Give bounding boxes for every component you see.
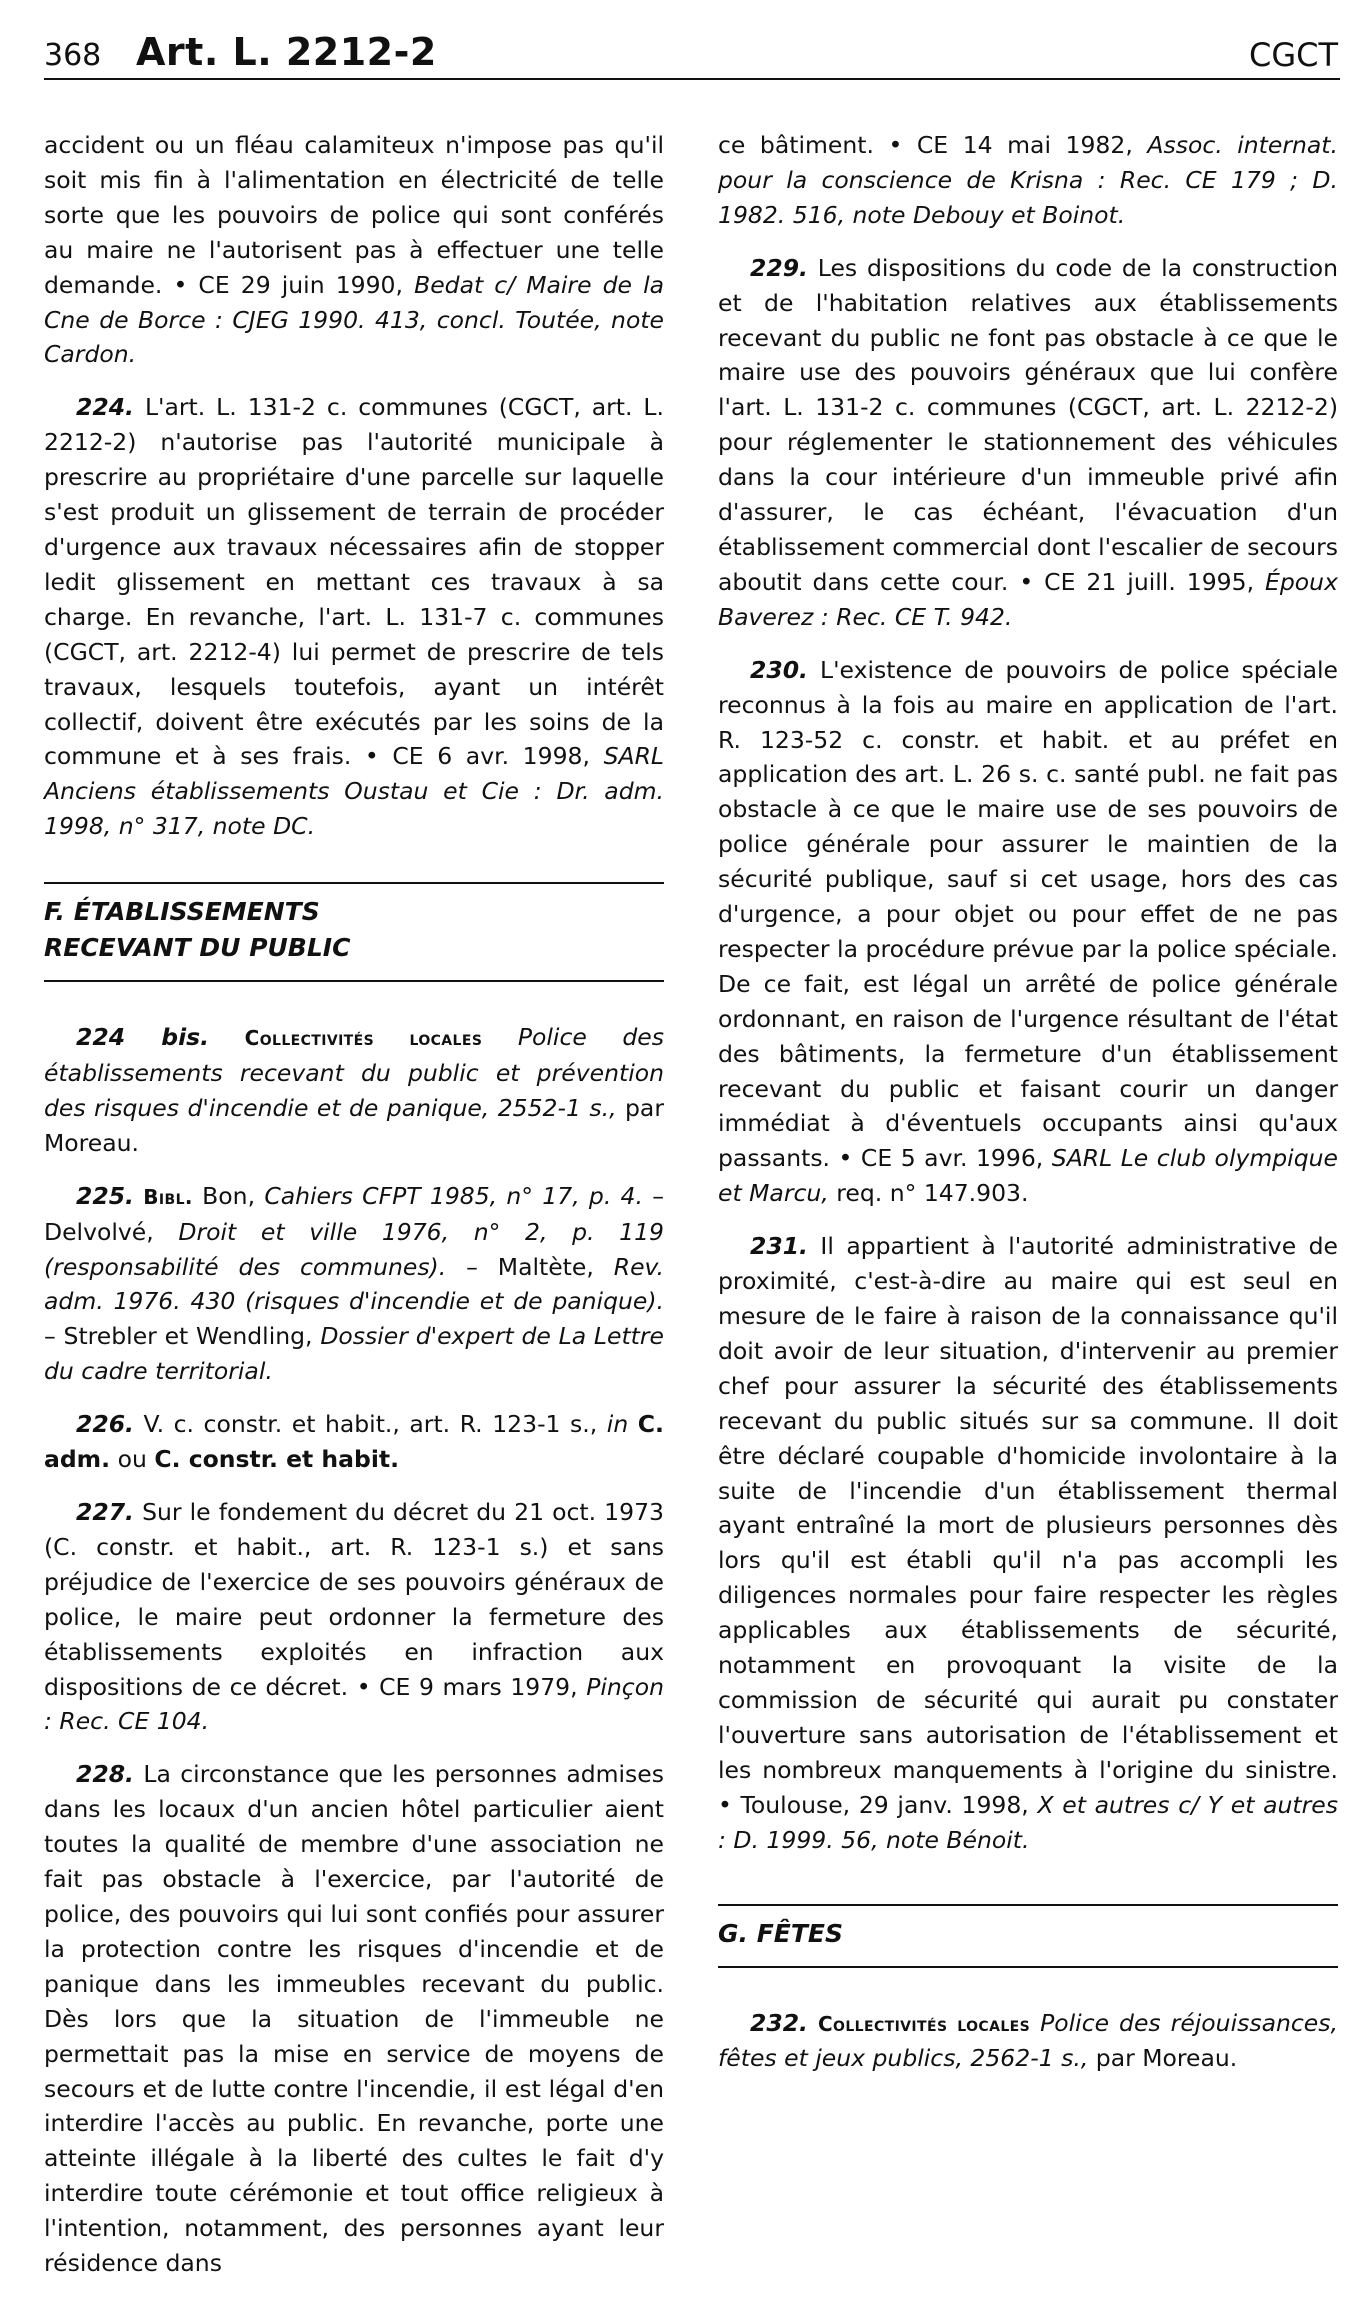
paragraph-number: 226.: [76, 1410, 134, 1439]
right-column: [718, 128, 1338, 2094]
paragraph-text: Sur le fondement du décret du 21 oct. 1973 (C. constr. et habit., art. R. 123-1 s.) et sans préjudice de l'exercice de ses pouvoirs généraux de police, le maire peut ordonner la fermeture des établissements exploités en infraction aux dispositions de ce décret. • CE 9 mars 1979,: [44, 1498, 664, 1701]
article-title: Art. L. 2212-2: [136, 30, 437, 74]
page-header: [44, 28, 1340, 80]
paragraph-text: req. n° 147.903.: [836, 1179, 1029, 1208]
paragraph-231: [718, 1229, 1338, 1857]
section-heading-f: [44, 882, 664, 982]
citation: Assoc. internat. pour la conscience de Krisna : Rec. CE 179 ; D. 1982. 516, note Debouy et Boinot.: [718, 131, 1338, 229]
code-reference: C. adm.: [44, 1410, 664, 1474]
author: – Strebler et Wendling,: [44, 1322, 313, 1351]
citation: Rev. adm. 1976. 430 (risques d'incendie et de panique).: [44, 1252, 664, 1316]
section-heading-line: RECEVANT DU PUBLIC: [44, 933, 351, 963]
author: – Maltète,: [466, 1252, 594, 1281]
paragraph-228-continued: [718, 128, 1338, 233]
paragraph-text: par Moreau.: [44, 1093, 664, 1157]
paragraph-228: [44, 1757, 664, 2281]
paragraph-226: [44, 1407, 664, 1477]
code-reference: C. constr. et habit.: [154, 1445, 400, 1474]
paragraph-text: V. c. constr. et habit., art. R. 123-1 s.,: [143, 1410, 598, 1439]
bibliography-label: Bibl.: [143, 1184, 193, 1209]
paragraph-225: [44, 1179, 664, 1389]
citation: X et autres c/ Y et autres : D. 1999. 56, note Bénoit.: [718, 1790, 1338, 1854]
paragraph-227: [44, 1495, 664, 1739]
paragraph-text: L'art. L. 131-2 c. communes (CGCT, art. L. 2212-2) n'autorise pas l'autorité municipale à prescrire au propriétaire d'une parcelle sur laquelle s'est produit un glissement de terrain de procéder d'urgence aux travaux nécessaires afin de stopper ledit glissement en mettant ces travaux à sa charge. En revanche, l'art. L. 131-7 c. communes (CGCT, art. 2212-4) lui permet de prescrire de tels travaux, lesquels toutefois, ayant un intérêt collectif, doivent être exécutés par les soins de la commune et à ses frais. • CE 6 avr. 1998,: [44, 393, 664, 771]
citation: Pinçon : Rec. CE 104.: [44, 1672, 664, 1736]
cross-reference-label: Collectivités locales: [817, 2011, 1031, 2036]
paragraph-229: [718, 251, 1338, 635]
cross-reference-label: Collectivités locales: [244, 1026, 483, 1051]
paragraph-text: ou: [117, 1445, 147, 1474]
citation: Droit et ville 1976, n° 2, p. 119 (responsabilité des communes).: [44, 1217, 664, 1281]
paragraph-number: 231.: [750, 1232, 808, 1261]
paragraph-text: L'existence de pouvoirs de police spéciale reconnus à la fois au maire en application de l'art. R. 123-52 c. constr. et habit. et au préfet en application des art. L. 26 s. c. santé publ. ne fait pas obstacle à ce que le maire use de ses pouvoirs de police générale pour assurer le maintien de la sécurité publique, sauf si cet usage, hors des cas d'urgence, a pour objet ou pour effet de ne pas respecter la procédure prévue par la police spéciale. De ce fait, est légal un arrêté de police générale ordonnant, en raison de l'urgence résultant de l'état des bâtiments, la fermeture d'un établissement recevant du public et faisant courir un danger immédiat à d'éventuels occupants ainsi qu'aux passants. • CE 5 avr. 1996,: [718, 655, 1338, 1173]
paragraph-224-bis: [44, 1020, 664, 1161]
section-heading-line: G. FÊTES: [718, 1918, 844, 1948]
code-label: CGCT: [1248, 36, 1338, 74]
citation: Dossier d'expert de La Lettre du cadre territorial.: [44, 1322, 664, 1386]
paragraph-224: [44, 390, 664, 844]
paragraph-text: ce bâtiment. • CE 14 mai 1982,: [718, 131, 1133, 159]
left-column: [44, 128, 664, 2299]
paragraph-text: Les dispositions du code de la construction et de l'habitation relatives aux établissements recevant du public ne font pas obstacle à ce que le maire use des pouvoirs généraux que lui confère l'art. L. 131-2 c. communes (CGCT, art. L. 2212-2) pour réglementer le stationnement des véhicules dans la cour intérieure d'un immeuble privé afin d'assurer, le cas échéant, l'évacuation d'un établissement commercial dont l'escalier de secours aboutit dans cette cour. • CE 21 juill. 1995,: [718, 253, 1338, 596]
paragraph-number: 232.: [750, 2008, 808, 2037]
paragraph-number: 227.: [76, 1498, 134, 1526]
author: Bon,: [202, 1181, 256, 1210]
citation: Bedat c/ Maire de la Cne de Borce : CJEG 1990. 413, concl. Toutée, note Cardon.: [44, 270, 664, 369]
paragraph-text: Il appartient à l'autorité administrative de proximité, c'est-à-dire au maire qui est seul en mesure de le faire à raison de la connaissance qu'il doit avoir de leur situation, d'intervenir au premier chef pour assurer la sécurité des établissements recevant du public situés sur sa commune. Il doit être déclaré coupable d'homicide involontaire à la suite de l'incendie d'un établissement thermal ayant entraîné la mort de plusieurs personnes dès lors qu'il est établi qu'il n'a pas accompli les diligences normales pour faire respecter les règles applicables aux établissements de sécurité, notamment en provoquant la visite de la commission de sécurité qui aurait pu constater l'ouverture sans autorisation de l'établissement et les nombreux manquements à l'origine du sinistre. • Toulouse, 29 janv. 1998,: [718, 1232, 1338, 1819]
paragraph-223-continued: [44, 128, 664, 372]
paragraph-number: 224.: [76, 393, 134, 422]
citation: Époux Baverez : Rec. CE T. 942.: [718, 567, 1338, 631]
paragraph-number: 224 bis.: [76, 1023, 210, 1052]
citation: Cahiers CFPT 1985, n° 17, p. 4.: [264, 1181, 643, 1210]
paragraph-text: par Moreau.: [1095, 2044, 1238, 2073]
paragraph-text: in: [606, 1410, 629, 1439]
citation: SARL Le club olympique et Marcu,: [718, 1144, 1338, 1208]
citation: Police des réjouissances, fêtes et jeux publics, 2562-1 s.,: [718, 2008, 1338, 2073]
section-heading-g: [718, 1904, 1338, 1968]
page-number: 368: [44, 38, 102, 73]
paragraph-text: La circonstance que les personnes admises dans les locaux d'un ancien hôtel particulier aient toutes la qualité de membre d'une association ne fait pas obstacle à l'exercice, par l'autorité de police, des pouvoirs qui lui sont confiés pour assurer la protection contre les risques d'incendie et de panique dans les immeubles recevant du public. Dès lors que la situation de l'immeuble ne permettait pas la mise en service de moyens de secours et de lutte contre l'incendie, il est légal d'en interdire l'accès au public. En revanche, porte une atteinte illégale à la liberté des cultes le fait d'y interdire toute cérémonie et tout office religieux à l'intention, notamment, des personnes ayant leur résidence dans: [44, 1760, 664, 2278]
paragraph-232: [718, 2006, 1338, 2077]
author: – Delvolvé,: [44, 1181, 664, 1246]
paragraph-text: accident ou un fléau calamiteux n'impose pas qu'il soit mis fin à l'alimentation en électricité de telle sorte que les pouvoirs de police qui sont conférés au maire ne l'autorisent pas à effectuer une telle demande. • CE 29 juin 1990,: [44, 131, 664, 299]
paragraph-number: 225.: [76, 1181, 134, 1210]
citation: SARL Anciens établissements Oustau et Cie : Dr. adm. 1998, n° 317, note DC.: [44, 742, 664, 841]
section-heading-line: F. ÉTABLISSEMENTS: [44, 897, 320, 927]
paragraph-number: 228.: [76, 1760, 134, 1789]
paragraph-number: 229.: [750, 253, 808, 282]
paragraph-230: [718, 653, 1338, 1212]
paragraph-number: 230.: [750, 655, 808, 684]
citation: Police des établissements recevant du public et prévention des risques d'incendie et de panique, 2552-1 s.,: [44, 1023, 664, 1122]
